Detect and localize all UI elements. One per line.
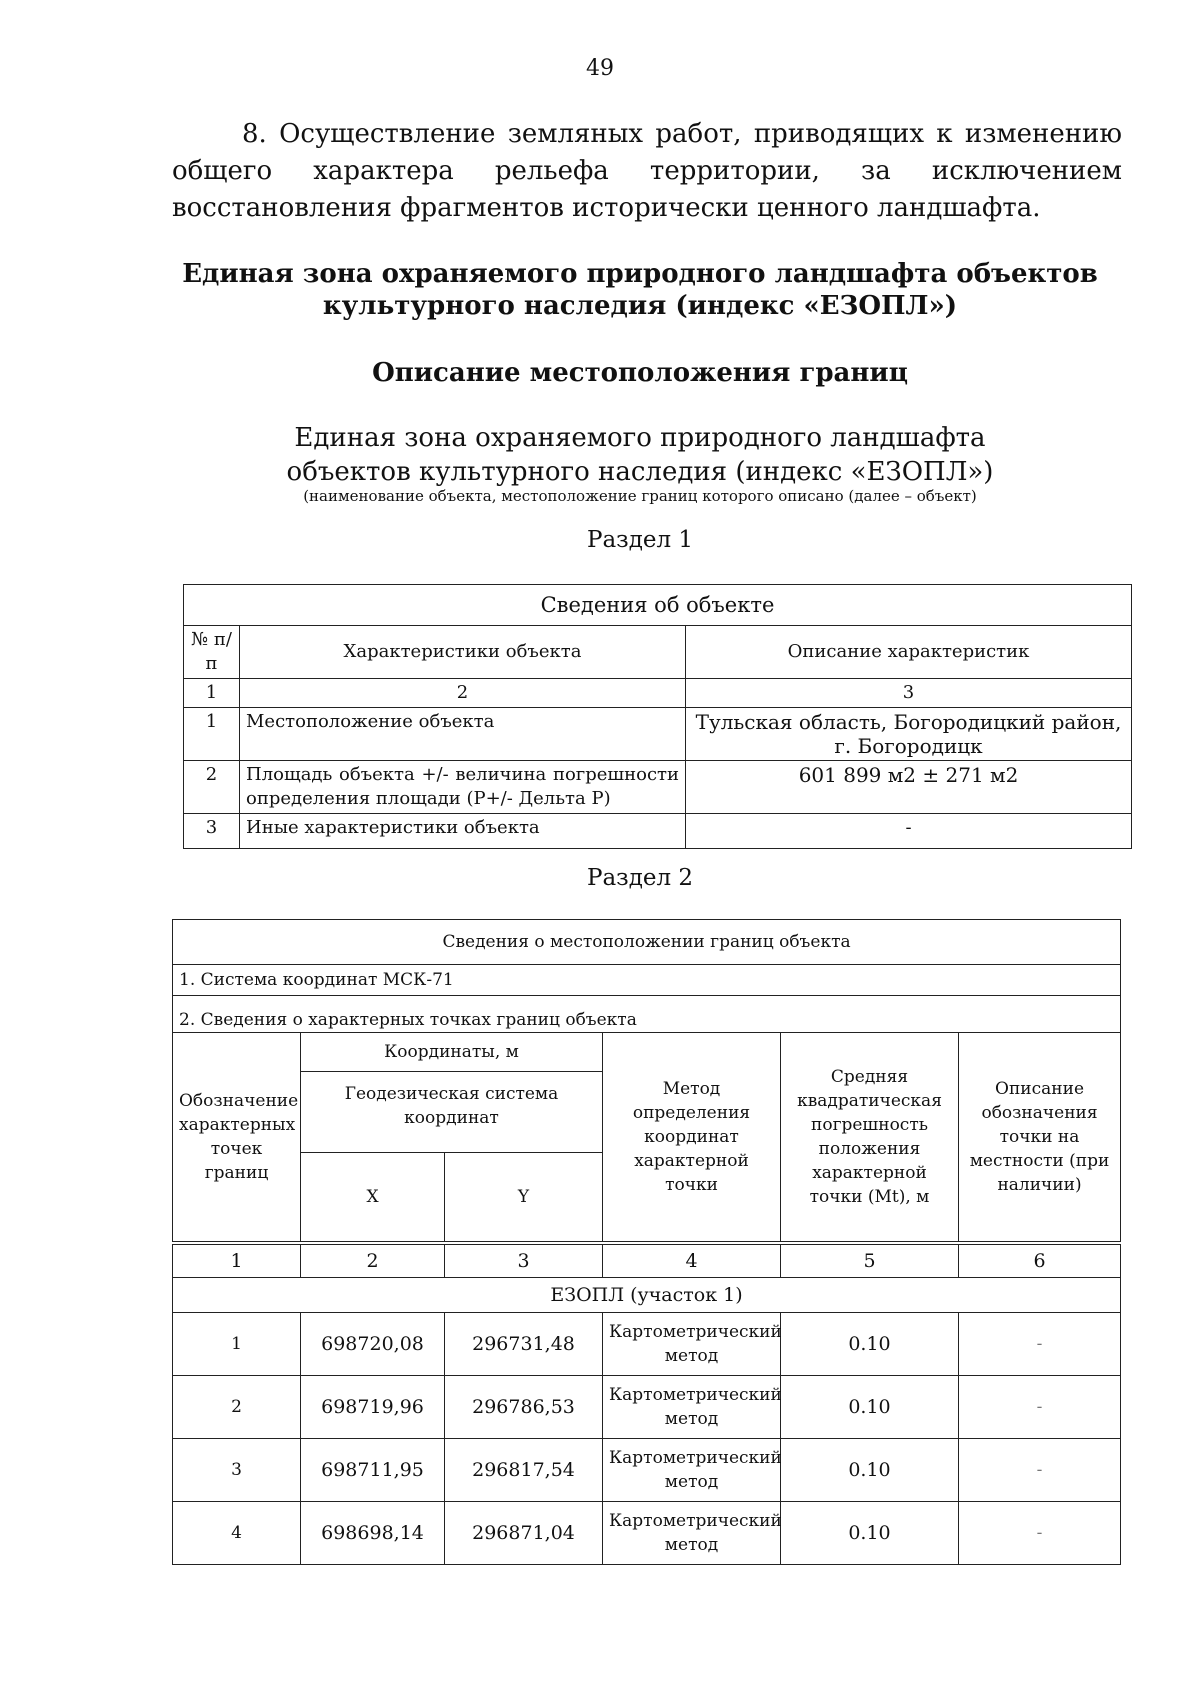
- index-cell: 3: [445, 1245, 603, 1278]
- point-y: 296817,54: [445, 1439, 603, 1502]
- col-num-header: № п/п: [184, 626, 240, 679]
- point-y: 296871,04: [445, 1502, 603, 1565]
- index-cell: 3: [686, 679, 1132, 708]
- point-mt: 0.10: [781, 1439, 959, 1502]
- row-name: Иные характеристики объекта: [240, 814, 686, 849]
- group-title: ЕЗОПЛ (участок 1): [173, 1278, 1121, 1313]
- point-label: 4: [173, 1502, 301, 1565]
- intro-paragraph-text: 8. Осуществление земляных работ, приводящих к изменению общего характера рельефа территории, за исключением восстановления фрагментов исторически ценного ландшафта.: [172, 119, 1122, 223]
- method-header: Метод определения координат характерной точки: [603, 1033, 781, 1242]
- point-mt: 0.10: [781, 1376, 959, 1439]
- row-name: Площадь объекта +/- величина погрешности определения площади (Р+/- Дельта Р): [240, 761, 686, 814]
- point-label: 1: [173, 1313, 301, 1376]
- point-x: 698698,14: [301, 1502, 445, 1565]
- boundary-table-title: Сведения о местоположении границ объекта: [173, 920, 1121, 965]
- col-description-header: Описание характеристик: [686, 626, 1132, 679]
- point-label: 2: [173, 1376, 301, 1439]
- accuracy-header: Средняя квадратическая погрешность положения характерной точки (Mt), м: [781, 1033, 959, 1242]
- table-title-row: [173, 920, 1121, 965]
- table-row: [184, 708, 1132, 761]
- table-title-row: [184, 585, 1132, 626]
- row-num: 3: [184, 814, 240, 849]
- point-method: Картометрический метод: [603, 1502, 781, 1565]
- group-row: [173, 1278, 1121, 1313]
- index-row: [173, 1245, 1121, 1278]
- point-x: 698720,08: [301, 1313, 445, 1376]
- row-name: Местоположение объекта: [240, 708, 686, 761]
- table-row: [184, 761, 1132, 814]
- point-x: 698719,96: [301, 1376, 445, 1439]
- object-name-caption: (наименование объекта, местоположение границ которого описано (далее – объект): [303, 487, 977, 505]
- table-row: [184, 814, 1132, 849]
- point-mt: 0.10: [781, 1502, 959, 1565]
- index-cell: 2: [301, 1245, 445, 1278]
- index-cell: 5: [781, 1245, 959, 1278]
- table-row: [173, 1313, 1121, 1376]
- index-cell: 1: [173, 1245, 301, 1278]
- table-header-row: [184, 626, 1132, 679]
- description-heading: Описание местоположения границ: [372, 358, 908, 388]
- coord-system-row: [173, 965, 1121, 996]
- point-desc: -: [959, 1502, 1121, 1565]
- coord-system: 1. Система координат МСК-71: [173, 965, 1121, 996]
- index-cell: 2: [240, 679, 686, 708]
- points-info: 2. Сведения о характерных точках границ объекта: [173, 996, 1121, 1033]
- row-num: 1: [184, 708, 240, 761]
- point-method: Картометрический метод: [603, 1313, 781, 1376]
- row-value: 601 899 м2 ± 271 м2: [686, 761, 1132, 814]
- intro-paragraph: [172, 116, 1122, 227]
- y-header: Y: [445, 1153, 603, 1242]
- point-description-header: Описание обозначения точки на местности (при наличии): [959, 1033, 1121, 1242]
- index-cell: 1: [184, 679, 240, 708]
- table-row: [173, 1376, 1121, 1439]
- zone-heading: Единая зона охраняемого природного ландшафта объектов культурного наследия (индекс «ЕЗОПЛ»): [182, 259, 1098, 321]
- section1-label: Раздел 1: [586, 527, 694, 553]
- point-label: 3: [173, 1439, 301, 1502]
- index-cell: 6: [959, 1245, 1121, 1278]
- points-info-row: [173, 996, 1121, 1033]
- point-mt: 0.10: [781, 1313, 959, 1376]
- point-x: 698711,95: [301, 1439, 445, 1502]
- point-label-header: Обозначение характерных точек границ: [173, 1033, 301, 1242]
- object-name-line2: объектов культурного наследия (индекс «ЕЗОПЛ»): [286, 457, 994, 487]
- section2-label: Раздел 2: [586, 865, 694, 891]
- object-name-line1: Единая зона охраняемого природного ландшафта: [294, 423, 986, 453]
- index-row: [184, 679, 1132, 708]
- x-header: X: [301, 1153, 445, 1242]
- object-table-title: Сведения об объекте: [184, 585, 1132, 626]
- object-info-table: [183, 584, 1132, 849]
- point-desc: -: [959, 1439, 1121, 1502]
- point-desc: -: [959, 1313, 1121, 1376]
- geodetic-system-header: Геодезическая система координат: [301, 1072, 603, 1153]
- point-desc: -: [959, 1376, 1121, 1439]
- col-characteristics-header: Характеристики объекта: [240, 626, 686, 679]
- row-value: Тульская область, Богородицкий район, г. Богородицк: [686, 708, 1132, 761]
- point-y: 296731,48: [445, 1313, 603, 1376]
- boundary-points-table: [172, 919, 1121, 1565]
- table-row: [173, 1502, 1121, 1565]
- point-method: Картометрический метод: [603, 1439, 781, 1502]
- point-method: Картометрический метод: [603, 1376, 781, 1439]
- point-y: 296786,53: [445, 1376, 603, 1439]
- coordinates-header: Координаты, м: [301, 1033, 603, 1072]
- row-value: -: [686, 814, 1132, 849]
- table-row: [173, 1439, 1121, 1502]
- index-cell: 4: [603, 1245, 781, 1278]
- header-row: [173, 1033, 1121, 1072]
- row-num: 2: [184, 761, 240, 814]
- page-number: 49: [586, 56, 614, 81]
